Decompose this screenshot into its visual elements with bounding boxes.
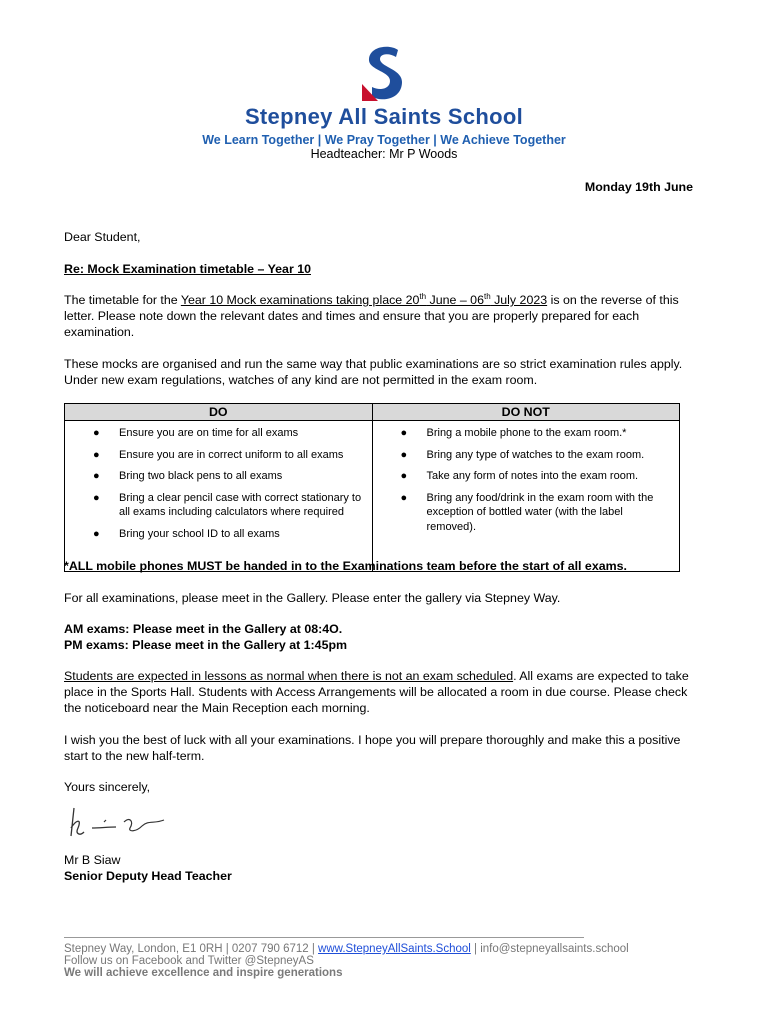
do-column [65, 421, 373, 572]
bullet-icon: ● [93, 470, 100, 482]
exam-dates-highlight [181, 293, 547, 307]
closing: Yours sincerely, [64, 780, 151, 794]
salutation: Dear Student, [64, 230, 141, 244]
do-not-item-text: Take any form of notes into the exam room. [426, 470, 639, 482]
do-list [65, 426, 372, 541]
para1-suffix: is on the reverse of this letter. Please note down the relevant dates and times and ensure that you are properly prepared for each examination. [64, 293, 679, 339]
do-item-text: Bring your school ID to all exams [119, 527, 280, 540]
phones-note: *ALL mobile phones MUST be handed in to the Examinations team before the start of all exams. [64, 559, 627, 573]
school-motto: We Learn Together | We Pray Together | We Achieve Together [202, 133, 566, 147]
letter-date: Monday 19th June [584, 180, 693, 194]
dates-part-1: Year 10 Mock examinations taking place 20 [180, 293, 420, 307]
footer-address: Stepney Way, London, E1 0RH | 0207 790 6712 | [64, 943, 319, 955]
do-item [65, 448, 372, 463]
dates-part-3: July 2023 [490, 293, 548, 307]
footer-contact [64, 943, 629, 955]
do-item-text: Ensure you are on time for all exams [119, 427, 299, 439]
bullet-icon: ● [400, 448, 408, 461]
footer-tagline: We will achieve excellence and inspire generations [64, 967, 343, 979]
bullet-icon: ● [93, 427, 100, 439]
footer-email: | info@stepneyallsaints.school [470, 943, 629, 955]
do-header: DO [65, 404, 373, 421]
subject-line: Re: Mock Examination timetable – Year 10 [64, 262, 311, 276]
do-dont-table [64, 403, 680, 572]
do-item-text: Bring a clear pencil case with correct stationary to all exams including calculators where required [119, 491, 362, 518]
am-exams-time: AM exams: Please meet in the Gallery at 08:4O. [64, 622, 343, 636]
ordinal-sup-2: th [483, 291, 491, 301]
rules-paragraph: These mocks are organised and run the same way that public examinations are so strict examination rules apply. Under new exam regulations, watches of any kind are not permitted in the exam room. [64, 357, 683, 387]
signer-name: Mr B Siaw [64, 853, 121, 867]
bullet-icon: ● [400, 427, 408, 439]
gallery-instructions: For all examinations, please meet in the Gallery. Please enter the gallery via Stepney Way. [64, 591, 561, 605]
signature-image [64, 798, 174, 844]
website-link[interactable]: www.StepneyAllSaints.School [318, 943, 471, 955]
do-item-text: Ensure you are in correct uniform to all exams [119, 448, 344, 461]
do-not-item [373, 469, 680, 484]
lessons-rest: . All exams are expected to take place in the Sports Hall. Students with Access Arrangements will be allocated a room in due course. Please check the noticeboard near the Main Reception each morning. [64, 669, 689, 715]
do-not-list [373, 426, 680, 534]
lessons-underlined: Students are expected in lessons as normal when there is not an exam scheduled [64, 669, 514, 683]
do-not-item [373, 448, 680, 463]
do-item [65, 491, 372, 520]
do-not-item-text: Bring any food/drink in the exam room with the exception of bottled water (with the label removed). [426, 491, 654, 533]
bullet-icon: ● [93, 527, 100, 540]
bullet-icon: ● [93, 448, 100, 461]
footer-social: Follow us on Facebook and Twitter @StepneyAS [64, 955, 314, 967]
do-item [65, 469, 372, 484]
do-not-column [372, 421, 680, 572]
bullet-icon: ● [400, 491, 408, 504]
do-item [65, 527, 372, 542]
lessons-paragraph [64, 668, 704, 716]
do-not-item [373, 426, 680, 441]
para1-prefix: The timetable for the [64, 293, 181, 307]
pm-exams-time: PM exams: Please meet in the Gallery at 1:45pm [64, 638, 348, 652]
ordinal-sup-1: th [419, 291, 427, 301]
intro-paragraph [64, 292, 704, 340]
headteacher-line: Headteacher: Mr P Woods [310, 147, 458, 161]
do-not-item-text: Bring any type of watches to the exam room. [426, 448, 645, 461]
bullet-icon: ● [400, 470, 408, 482]
do-not-item-text: Bring a mobile phone to the exam room.* [426, 427, 627, 439]
school-name: Stepney All Saints School [244, 104, 524, 129]
good-luck-paragraph: I wish you the best of luck with all your examinations. I hope you will prepare thoroughly and make this a positive start to the new half-term. [64, 733, 681, 763]
do-item-text: Bring two black pens to all exams [119, 470, 283, 482]
school-logo [360, 44, 408, 102]
signer-title: Senior Deputy Head Teacher [64, 869, 232, 883]
dates-part-2: June – 06 [426, 293, 484, 307]
do-item [65, 426, 372, 441]
footer-divider [64, 937, 584, 938]
do-not-header: DO NOT [372, 404, 680, 421]
do-not-item [373, 491, 680, 535]
bullet-icon: ● [93, 491, 100, 504]
